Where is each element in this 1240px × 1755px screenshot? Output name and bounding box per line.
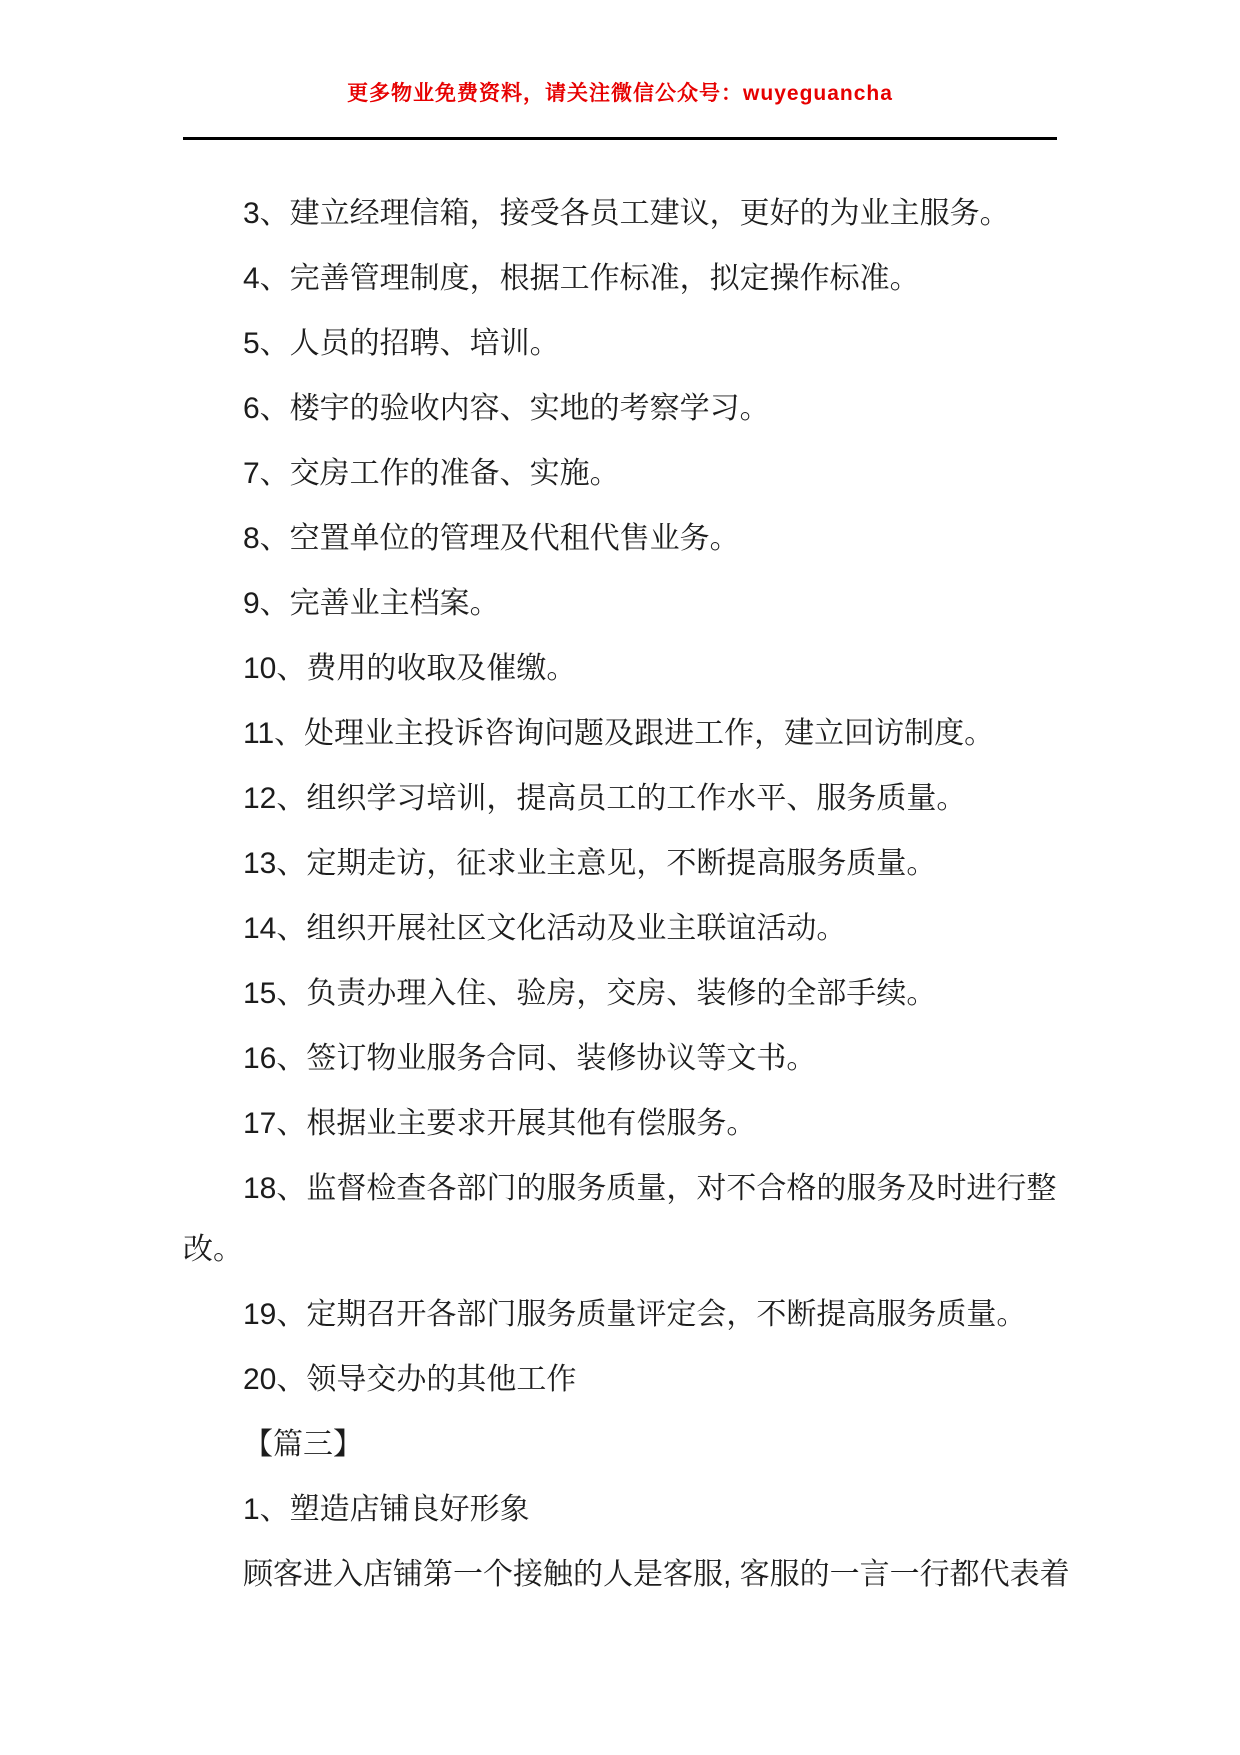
paragraph: 8、空置单位的管理及代租代售业务。 [243,522,740,555]
paragraph: 19、定期召开各部门服务质量评定会，不断提高服务质量。 [243,1298,1027,1331]
paragraph: 7、交房工作的准备、实施。 [243,457,620,490]
promo-banner: 更多物业免费资料，请关注微信公众号：wuyeguancha [347,82,893,105]
paragraph: 16、签订物业服务合同、装修协议等文书。 [243,1042,817,1075]
paragraph: 顾客进入店铺第一个接触的人是客服, 客服的一言一行都代表着 [243,1558,1070,1591]
paragraph: 6、楼宇的验收内容、实地的考察学习。 [243,392,770,425]
paragraph: 14、组织开展社区文化活动及业主联谊活动。 [243,912,847,945]
document-body [0,183,1240,1605]
header-divider [183,137,1057,140]
paragraph: 18、监督检查各部门的服务质量，对不合格的服务及时进行整改。 [183,1172,1057,1266]
paragraph: 11、处理业主投诉咨询问题及跟进工作，建立回访制度。 [243,717,995,750]
paragraph: 20、领导交办的其他工作 [243,1363,577,1396]
paragraph: 【篇三】 [243,1428,363,1461]
paragraph: 13、定期走访，征求业主意见，不断提高服务质量。 [243,847,937,880]
paragraph: 17、根据业主要求开展其他有偿服务。 [243,1107,757,1140]
paragraph: 15、负责办理入住、验房，交房、装修的全部手续。 [243,977,937,1010]
paragraph: 3、建立经理信箱，接受各员工建议，更好的为业主服务。 [243,197,1010,230]
paragraph: 12、组织学习培训，提高员工的工作水平、服务质量。 [243,782,967,815]
paragraph: 9、完善业主档案。 [243,587,500,620]
paragraph: 5、人员的招聘、培训。 [243,327,560,360]
paragraph: 10、费用的收取及催缴。 [243,652,577,685]
paragraph: 1、塑造店铺良好形象 [243,1493,530,1526]
paragraph: 4、完善管理制度，根据工作标准，拟定操作标准。 [243,262,920,295]
